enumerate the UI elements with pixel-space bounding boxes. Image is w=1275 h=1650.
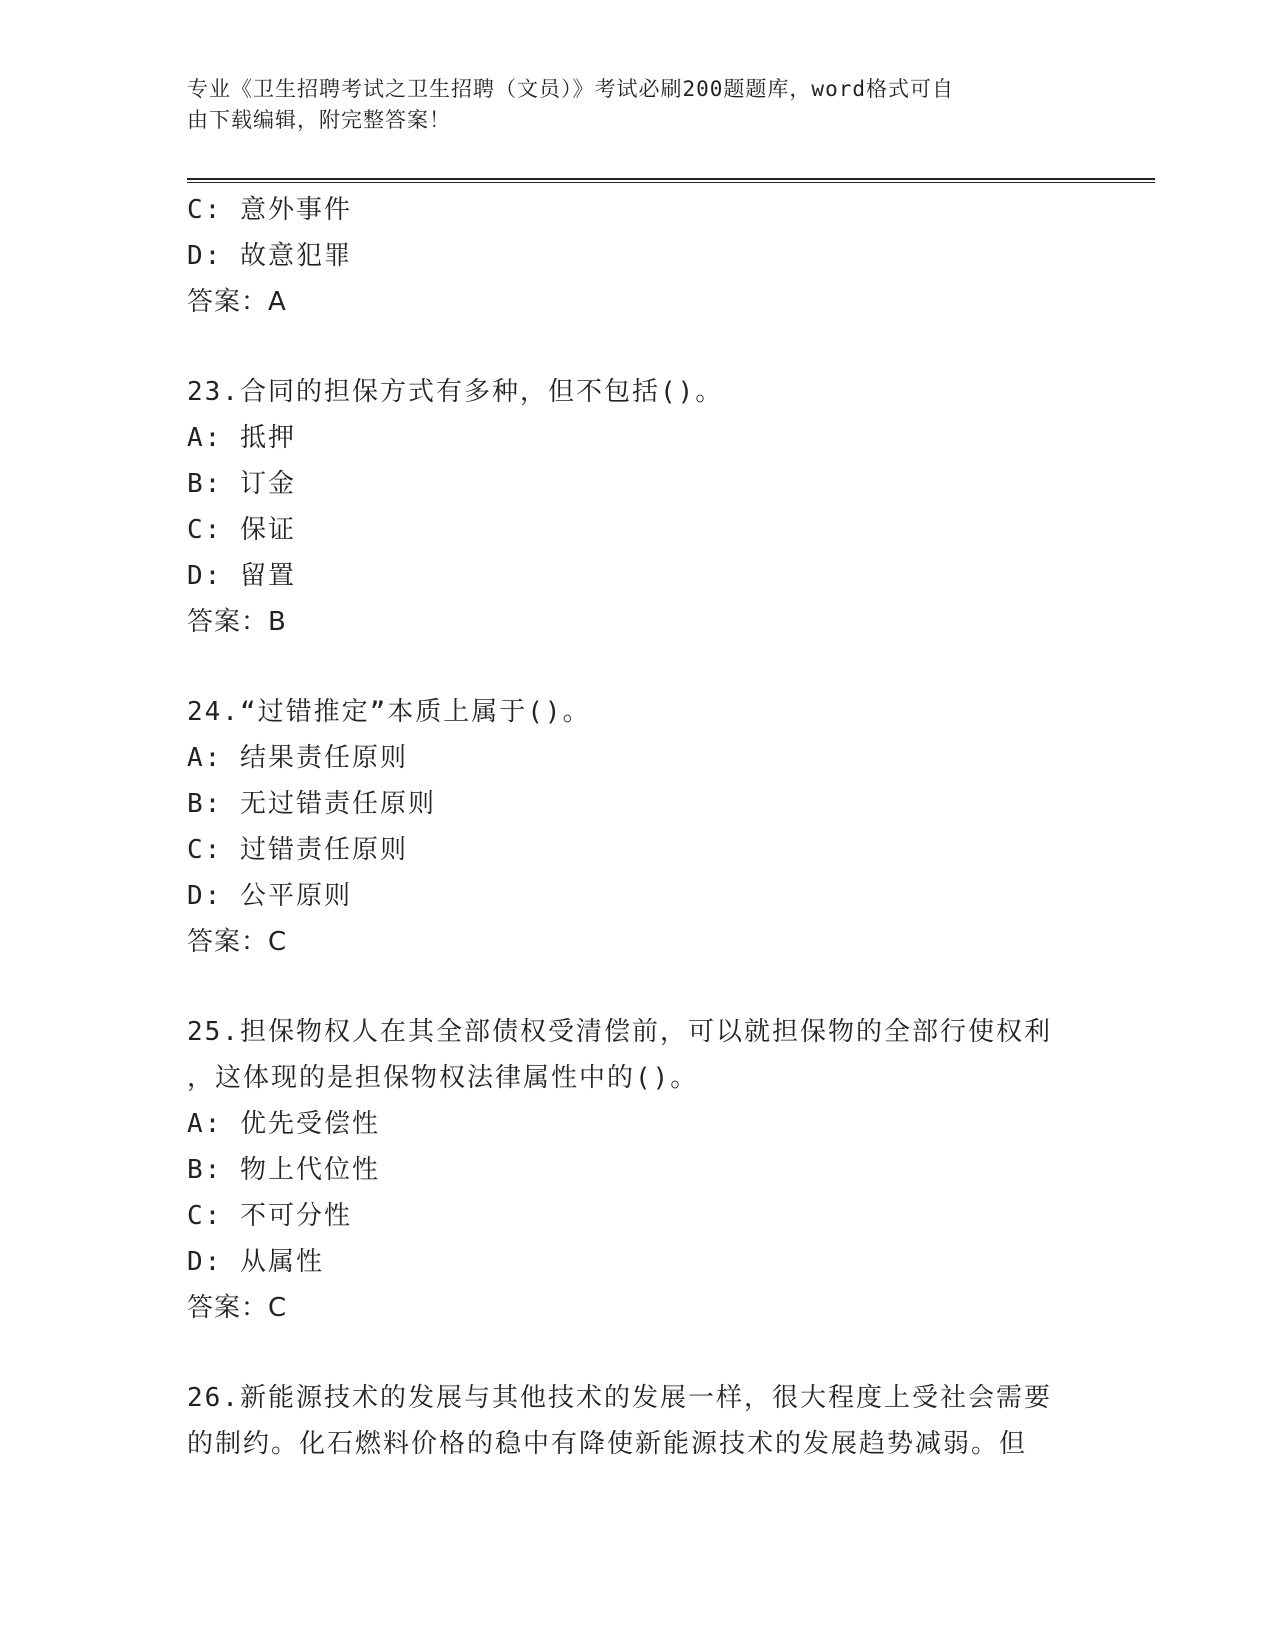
question-stem-continued: ，这体现的是担保物权法律属性中的()。 (187, 1063, 699, 1093)
option-label: D: (187, 561, 223, 591)
option-text: 优先受偿性 (239, 1109, 380, 1139)
option-text: 结果责任原则 (239, 743, 408, 773)
option-label: A: (187, 1109, 223, 1139)
answer-line: 答案：A (187, 287, 287, 317)
option-text: 抵押 (239, 423, 296, 453)
question-stem-continued: 的制约。化石燃料价格的稳中有降使新能源技术的发展趋势减弱。但 (187, 1429, 1028, 1459)
option-d (187, 553, 1077, 599)
spacer (187, 325, 1077, 369)
spacer (187, 1331, 1077, 1375)
option-text: 公平原则 (239, 881, 352, 911)
question-stem: 24.“过错推定”本质上属于()。 (187, 697, 591, 727)
option-label: D: (187, 1247, 223, 1277)
option-text: 保证 (239, 515, 296, 545)
option-text: 物上代位性 (239, 1155, 380, 1185)
option-a (187, 415, 1077, 461)
question-stem: 26.新能源技术的发展与其他技术的发展一样，很大程度上受社会需要 (187, 1383, 1052, 1413)
option-label: A: (187, 423, 223, 453)
option-b (187, 1147, 1077, 1193)
option-label: C: (187, 195, 223, 225)
option-label: B: (187, 789, 223, 819)
option-text: 从属性 (239, 1247, 324, 1277)
option-label: C: (187, 515, 223, 545)
spacer (187, 965, 1077, 1009)
spacer (187, 645, 1077, 689)
document-header (187, 74, 1067, 136)
option-c (187, 1193, 1077, 1239)
option-c (187, 507, 1077, 553)
question-stem: 25.担保物权人在其全部债权受清偿前，可以就担保物的全部行使权利 (187, 1017, 1052, 1047)
option-text: 留置 (239, 561, 296, 591)
option-a (187, 735, 1077, 781)
option-label: B: (187, 469, 223, 499)
header-line-2: 由下载编辑，附完整答案！ (187, 108, 451, 132)
option-label: A: (187, 743, 223, 773)
option-text: 过错责任原则 (239, 835, 408, 865)
option-d (187, 233, 1077, 279)
option-label: D: (187, 881, 223, 911)
question-list (187, 187, 1077, 1467)
option-text: 不可分性 (239, 1201, 352, 1231)
option-text: 无过错责任原则 (239, 789, 436, 819)
option-d (187, 1239, 1077, 1285)
header-divider (187, 178, 1155, 183)
option-d (187, 873, 1077, 919)
option-c (187, 827, 1077, 873)
option-c (187, 187, 1077, 233)
option-label: C: (187, 1201, 223, 1231)
option-text: 故意犯罪 (239, 241, 352, 271)
answer-line: 答案：B (187, 607, 287, 637)
option-label: C: (187, 835, 223, 865)
option-a (187, 1101, 1077, 1147)
answer-line: 答案：C (187, 927, 288, 957)
answer-line: 答案：C (187, 1293, 288, 1323)
header-line-1: 专业《卫生招聘考试之卫生招聘（文员）》考试必刷200题题库，word格式可自 (187, 77, 954, 101)
option-b (187, 781, 1077, 827)
option-text: 意外事件 (239, 195, 352, 225)
option-text: 订金 (239, 469, 296, 499)
option-label: B: (187, 1155, 223, 1185)
option-b (187, 461, 1077, 507)
question-stem: 23.合同的担保方式有多种，但不包括()。 (187, 377, 724, 407)
option-label: D: (187, 241, 223, 271)
